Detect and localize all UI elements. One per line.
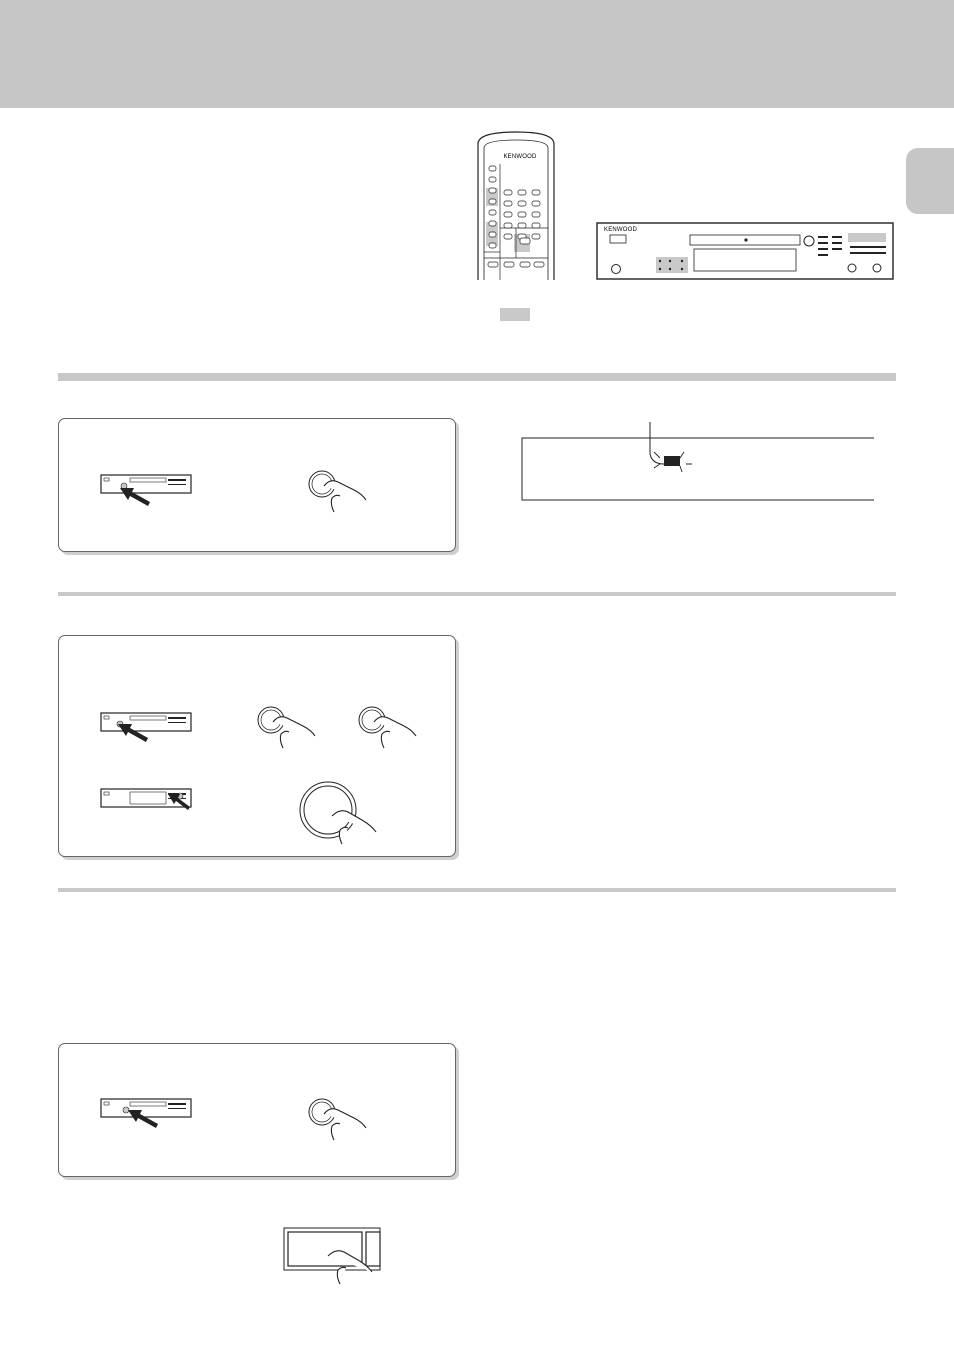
- remote-keypad-button: [532, 212, 540, 217]
- cd-player-front-panel-icon: [596, 222, 894, 280]
- finger-turn-knob-icon: [298, 782, 382, 848]
- section-rule-3: [58, 888, 896, 892]
- remote-brand: KENWOOD: [503, 154, 537, 160]
- remote-left-button: [489, 177, 496, 182]
- finger-press-button-icon-4: [306, 1096, 372, 1144]
- remote-keypad-button: [504, 212, 512, 217]
- remote-keypad-button: [532, 223, 540, 228]
- press-arrow-icon: [116, 484, 152, 508]
- display-window-icon: [520, 420, 876, 504]
- remote-left-button: [489, 166, 496, 171]
- press-arrow-icon-2: [114, 720, 150, 744]
- section-rule-2: [58, 592, 896, 596]
- remote-bottom-button: [520, 262, 530, 267]
- press-arrow-icon-3: [164, 792, 192, 812]
- highlight-legend-swatch: [500, 308, 530, 321]
- remote-keypad-button: [532, 201, 540, 206]
- section-rule-1: [58, 373, 896, 381]
- remote-bottom-button: [488, 262, 498, 267]
- panel-button-press-icon: [282, 1226, 382, 1290]
- remote-keypad-button: [504, 190, 512, 195]
- remote-bottom-button: [534, 262, 544, 267]
- remote-keypad-button: [518, 212, 526, 217]
- remote-keypad-button: [518, 201, 526, 206]
- remote-left-button: [489, 232, 496, 237]
- finger-press-button-icon-3: [356, 704, 422, 752]
- finger-press-button-icon-2: [255, 704, 321, 752]
- remote-keypad-button: [504, 223, 512, 228]
- remote-left-button: [489, 221, 496, 226]
- remote-keypad-button: [504, 201, 512, 206]
- remote-keypad-button: [532, 234, 540, 239]
- remote-left-button: [489, 243, 496, 248]
- section-tab: [906, 148, 954, 214]
- header-band: [0, 0, 954, 108]
- remote-keypad-button: [518, 190, 526, 195]
- player-brand: KENWOOD: [604, 227, 638, 233]
- remote-highlight-button: [520, 238, 530, 244]
- remote-left-button: [489, 199, 496, 204]
- remote-keypad-button: [504, 234, 512, 239]
- finger-press-button-icon: [306, 468, 372, 516]
- remote-keypad-button: [518, 223, 526, 228]
- remote-bottom-button: [504, 262, 514, 267]
- remote-control-icon: [474, 128, 558, 284]
- remote-left-button: [489, 188, 496, 193]
- press-arrow-icon-4: [124, 1106, 160, 1130]
- remote-keypad-button: [532, 190, 540, 195]
- remote-left-button: [489, 210, 496, 215]
